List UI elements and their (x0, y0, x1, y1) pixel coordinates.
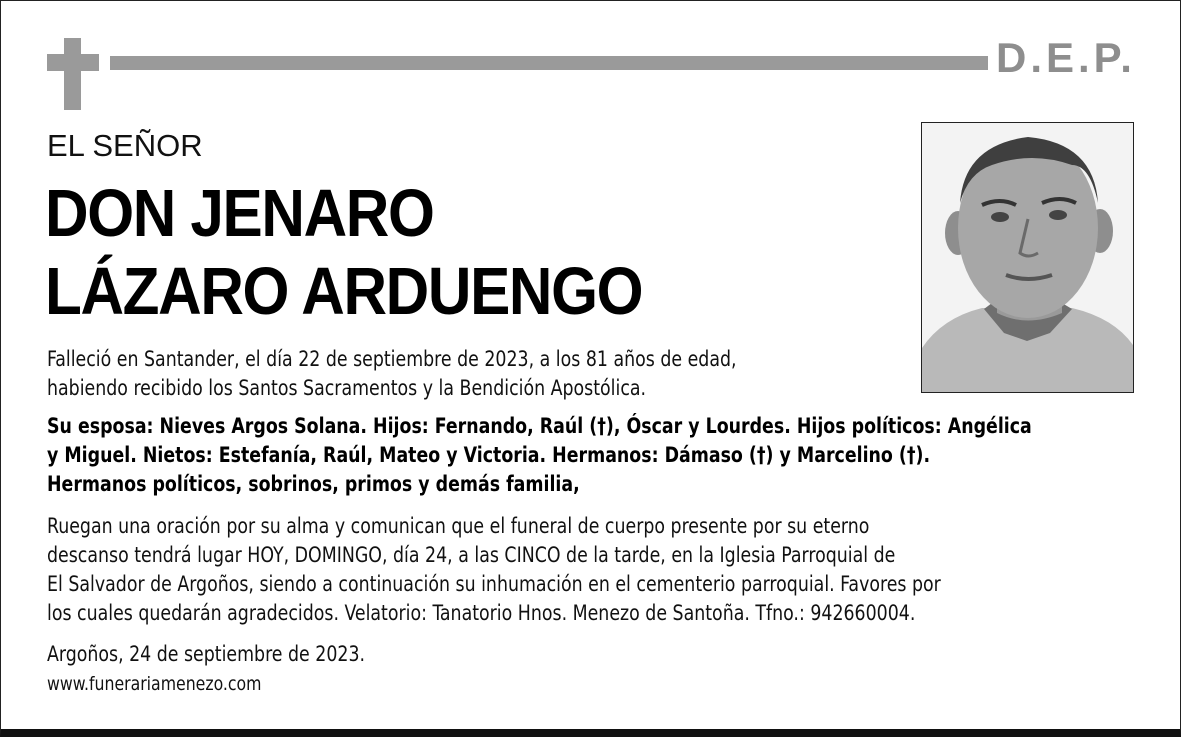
funeral-line: El Salvador de Argoños, siendo a continuación su inhumación en el cementerio parroquial. Favores por (47, 572, 941, 596)
funeral-line: Ruegan una oración por su alma y comunican que el funeral de cuerpo presente por su eterno (47, 514, 870, 538)
family-line: y Miguel. Nietos: Estefanía, Raúl, Mateo y Victoria. Hermanos: Dámaso (†) y Marcelino (†). (47, 443, 931, 467)
funeral-line: los cuales quedarán agradecidos. Velatorio: Tanatorio Hnos. Menezo de Santoña. Tfno.: 942660004. (47, 601, 916, 625)
deceased-photo (921, 122, 1134, 393)
honorific-prefix: EL SEÑOR (47, 128, 203, 163)
family-line: Su esposa: Nieves Argos Solana. Hijos: Fernando, Raúl (†), Óscar y Lourdes. Hijos políticos: Angélica (47, 414, 1032, 438)
dep-label: D.E.P. (996, 34, 1136, 81)
website-link[interactable]: www.funerariamenezo.com (47, 673, 262, 695)
family-line: Hermanos políticos, sobrinos, primos y demás familia, (47, 472, 580, 496)
death-announcement (47, 345, 893, 403)
death-line: habiendo recibido los Santos Sacramentos y la Bendición Apostólica. (47, 376, 647, 400)
family-list (47, 412, 1133, 499)
deceased-name-line-1: DON JENARO (45, 176, 434, 251)
deceased-name-line-2: LÁZARO ARDUENGO (45, 254, 643, 329)
header-divider (110, 56, 988, 70)
funeral-line: descanso tendrá lugar HOY, DOMINGO, día 24, a las CINCO de la tarde, en la Iglesia Parroquial de (47, 543, 896, 567)
cross-icon (47, 38, 99, 110)
funeral-details (47, 512, 1133, 628)
death-line: Falleció en Santander, el día 22 de septiembre de 2023, a los 81 años de edad, (47, 347, 737, 371)
place-date: Argoños, 24 de septiembre de 2023. (47, 642, 366, 666)
